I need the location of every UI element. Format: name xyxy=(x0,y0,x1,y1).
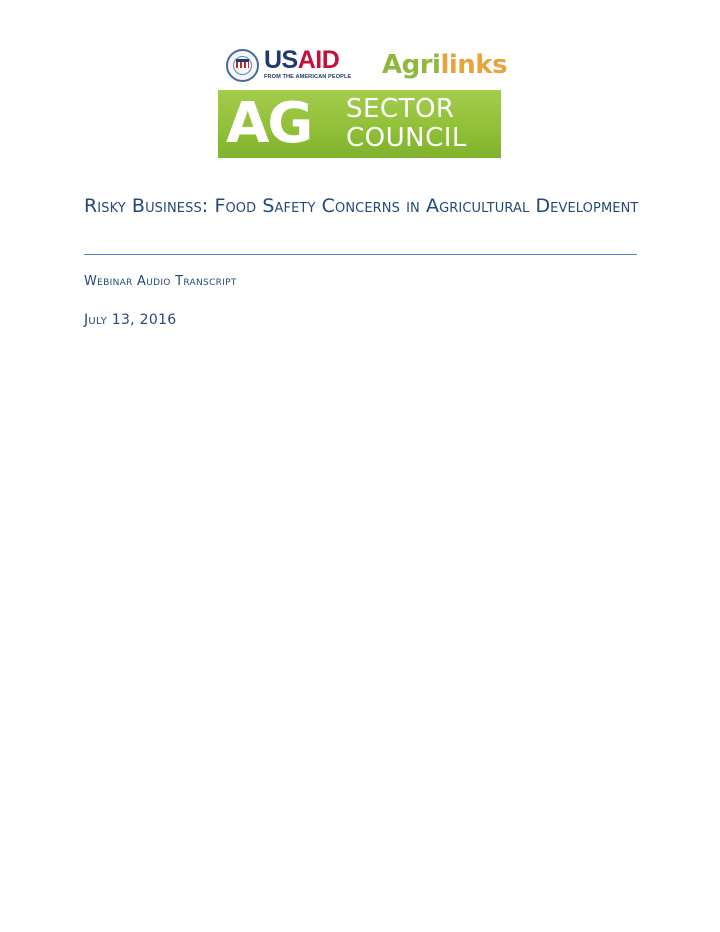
title-divider xyxy=(84,254,637,255)
usaid-tagline: FROM THE AMERICAN PEOPLE xyxy=(264,74,352,80)
usaid-logo xyxy=(226,46,352,84)
ag-logo-letters: AG xyxy=(226,91,312,156)
document-subtitle: Webinar Audio Transcript xyxy=(84,274,237,289)
ag-logo-line2: COUNCIL xyxy=(346,123,467,153)
ag-sector-council-logo xyxy=(218,90,501,158)
usaid-seal-icon xyxy=(226,49,259,82)
usaid-wordmark: USAID xyxy=(264,46,340,74)
ag-logo-line1: SECTOR xyxy=(346,94,455,124)
document-date: July 13, 2016 xyxy=(84,312,177,328)
document-title: Risky Business: Food Safety Concerns in Agricultural Development xyxy=(84,195,639,217)
agrilinks-logo: Agrilinks xyxy=(382,50,508,80)
